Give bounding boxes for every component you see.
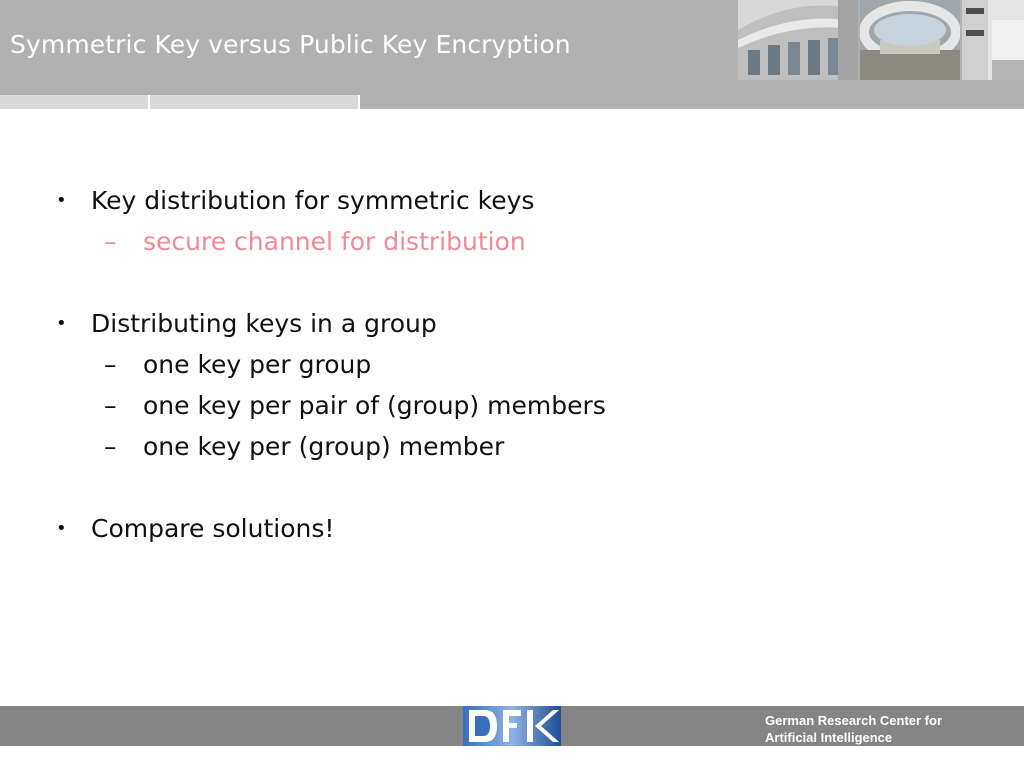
list-item — [56, 514, 334, 543]
bullet-icon: • — [56, 313, 67, 334]
list-item — [56, 309, 437, 338]
list-subitem — [104, 350, 371, 379]
courtyard-photo — [860, 0, 960, 80]
list-subitem-text: one key per pair of (group) members — [143, 391, 606, 420]
list-subitem — [104, 391, 606, 420]
organization-line-1: German Research Center for — [765, 713, 943, 728]
list-subitem-text-highlight: secure channel for distribution — [143, 227, 526, 256]
list-subitem — [104, 227, 526, 256]
footer-bottom-margin — [0, 746, 1024, 768]
slide-title: Symmetric Key versus Public Key Encryption — [10, 30, 571, 59]
dash-icon: – — [104, 350, 117, 379]
organization-line-2: Artificial Intelligence — [765, 730, 893, 745]
list-subitem-text: one key per (group) member — [143, 432, 505, 461]
list-item-text: Key distribution for symmetric keys — [91, 186, 535, 215]
dash-icon: – — [104, 432, 117, 461]
building-photo — [738, 0, 858, 80]
list-subitem — [104, 432, 504, 461]
dash-icon: – — [104, 227, 117, 256]
dash-icon: – — [104, 391, 117, 420]
bullet-icon: • — [56, 190, 67, 211]
dfki-logo — [463, 706, 561, 746]
list-item-text: Compare solutions! — [91, 514, 335, 543]
list-item-text: Distributing keys in a group — [91, 309, 437, 338]
building-photo — [962, 0, 1024, 80]
header-strip-segment — [0, 95, 148, 109]
list-item — [56, 186, 534, 215]
bullet-icon: • — [56, 518, 67, 539]
header-strip-segment — [360, 95, 1024, 109]
list-subitem-text: one key per group — [143, 350, 372, 379]
organization-name — [765, 712, 942, 746]
header-photos — [738, 0, 1024, 80]
header-strip-segment — [150, 95, 358, 109]
